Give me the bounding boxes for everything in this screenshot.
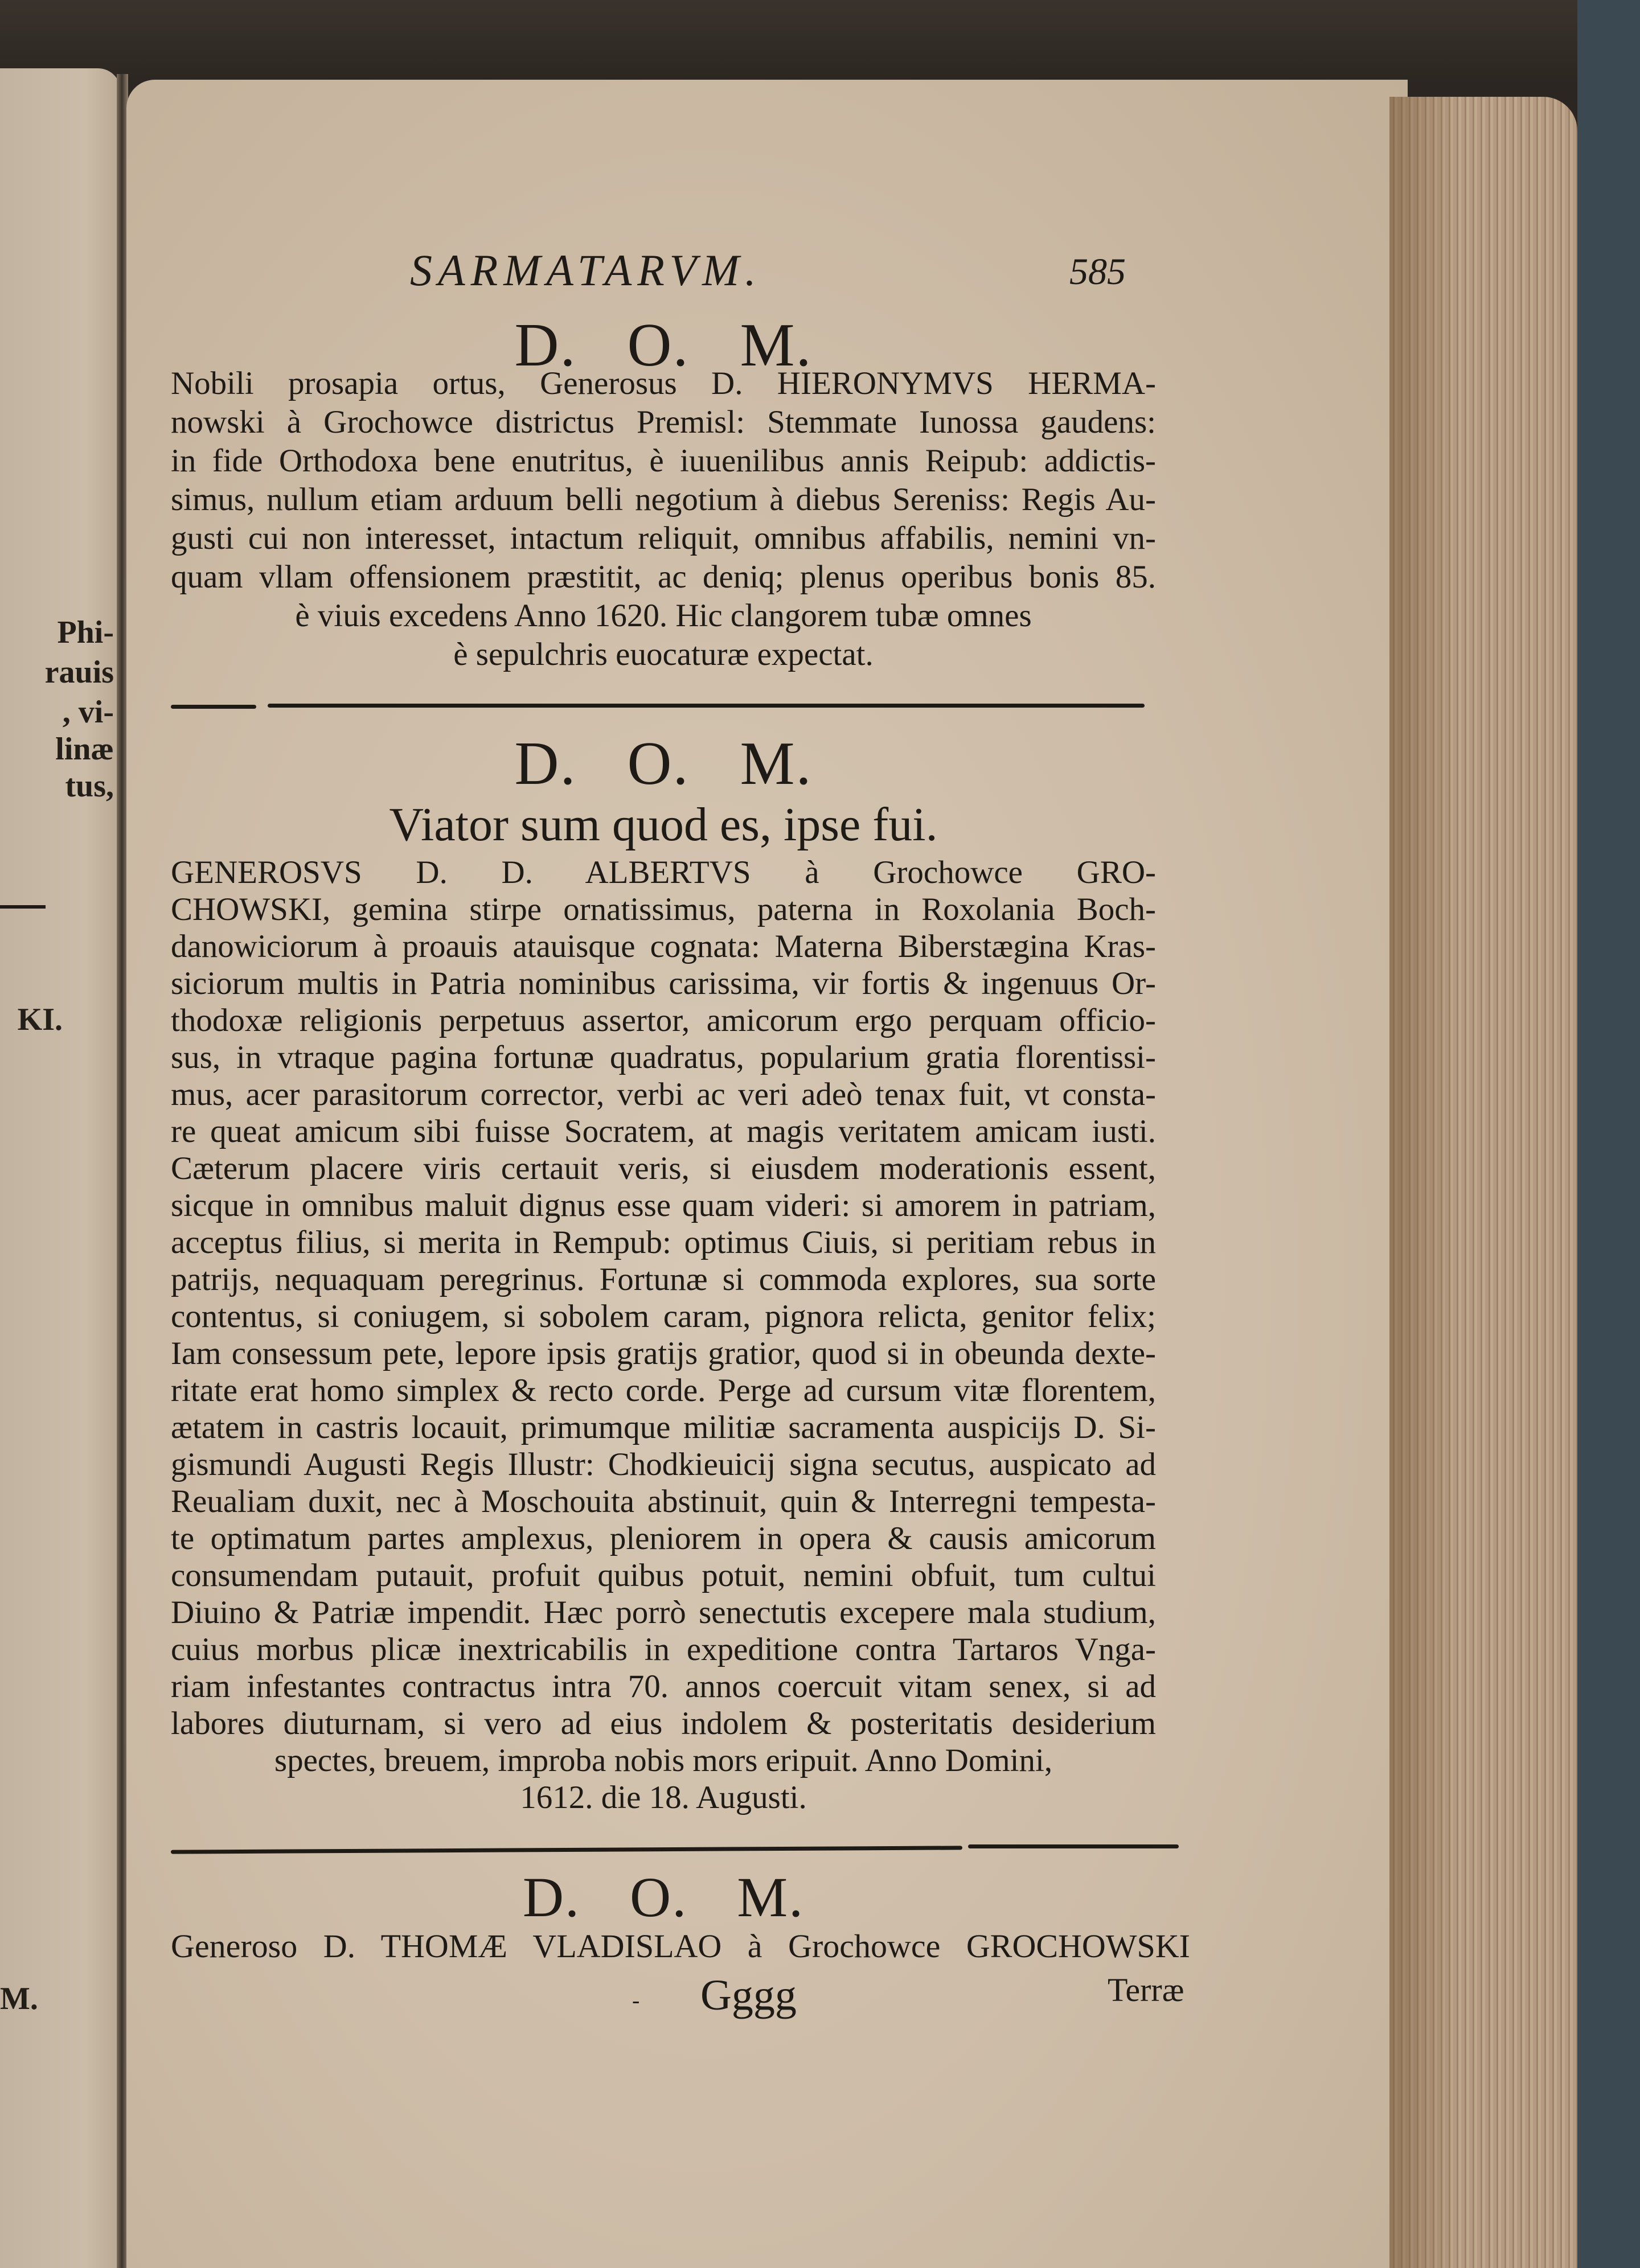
- text-line: quam vllam offensionem præstitit, ac deniq; plenus operibus bonis 85.: [171, 559, 1156, 595]
- section-3-heading: D. O. M.: [522, 1866, 805, 1929]
- text-line: acceptus filius, si merita in Rempub: optimus Ciuis, si peritiam rebus in: [171, 1225, 1156, 1260]
- section-2-heading: D. O. M.: [514, 730, 813, 798]
- text-line: Diuino & Patriæ impendit. Hæc porrò senectutis excepere mala studium,: [171, 1595, 1156, 1630]
- text-line: riam infestantes contractus intra 70. annos coercuit vitam senex, si ad: [171, 1669, 1156, 1704]
- closing-line: 1612. die 18. Augusti.: [520, 1780, 807, 1815]
- text-line: gusti cui non interesset, intactum reliquit, omnibus affabilis, nemini vn-: [171, 520, 1156, 556]
- left-page: [0, 68, 121, 2268]
- catchword: Terræ: [1108, 1971, 1184, 2008]
- text-line: te optimatum partes amplexus, pleniorem in opera & causis amicorum: [171, 1521, 1156, 1556]
- left-page-fragment: KI.: [17, 1002, 63, 1037]
- text-line: CHOWSKI, gemina stirpe ornatissimus, paterna in Roxolania Boch-: [171, 891, 1156, 927]
- text-line: GENEROSVS D. D. ALBERTVS à Grochowce GRO-: [171, 854, 1156, 890]
- left-page-fragment: linæ: [55, 732, 114, 767]
- epitaph-hieronymus: [171, 364, 1156, 674]
- text-line: ritate erat homo simplex & recto corde. Perge ad cursum vitæ florentem,: [171, 1373, 1156, 1408]
- left-page-fragment: Phi-: [57, 615, 114, 650]
- closing-line: è viuis excedens Anno 1620. Hic clangorem tubæ omnes: [295, 598, 1032, 634]
- epitaph-albertus: [171, 854, 1156, 1816]
- text-line: thodoxæ religionis perpetuus assertor, amicorum ergo perquam officio-: [171, 1002, 1156, 1038]
- page-edge-shadow: [1389, 97, 1458, 2268]
- page-number: 585: [1069, 251, 1126, 293]
- section-divider: [968, 1844, 1179, 1848]
- text-line: contentus, si coniugem, si sobolem caram, pignora relicta, genitor felix;: [171, 1299, 1156, 1334]
- text-line: Nobili prosapia ortus, Generosus D. HIERONYMVS HERMA-: [171, 365, 1156, 401]
- closing-line: spectes, breuem, improba nobis mors eripuit. Anno Domini,: [274, 1743, 1053, 1778]
- text-line: nowski à Grochowce districtus Premisl: Stemmate Iunossa gaudens:: [171, 404, 1156, 440]
- section-2-subtitle: Viator sum quod es, ipse fui.: [389, 798, 938, 851]
- text-line: Iam consessum pete, lepore ipsis gratijs gratior, quod si in obeunda dexte-: [171, 1336, 1156, 1371]
- left-page-rule: [0, 905, 46, 909]
- left-page-fragment: , vi-: [62, 695, 114, 730]
- left-page-fragment: rauis: [44, 655, 114, 690]
- background-top: [0, 0, 1640, 85]
- section-divider: [171, 705, 256, 709]
- text-line: cuius morbus plicæ inextricabilis in expeditione contra Tartaros Vnga-: [171, 1632, 1156, 1667]
- signature-mark: Gggg: [700, 1971, 797, 2019]
- text-line: sicque in omnibus maluit dignus esse quam videri: si amorem in patriam,: [171, 1188, 1156, 1223]
- section-divider: [268, 704, 1145, 708]
- text-line: mus, acer parasitorum corrector, verbi ac veri adeò tenax fuit, vt consta-: [171, 1077, 1156, 1112]
- text-line: in fide Orthodoxa bene enutritus, è iuuenilibus annis Reipub: addictis-: [171, 443, 1156, 479]
- text-line: danowiciorum à proauis atauisque cognata: Materna Biberstægina Kras-: [171, 928, 1156, 964]
- text-line: siciorum multis in Patria nominibus carissima, vir fortis & ingenuus Or-: [171, 965, 1156, 1001]
- text-line: re queat amicum sibi fuisse Socratem, at magis veritatem amicam iusti.: [171, 1114, 1156, 1149]
- left-page-fragment: M.: [0, 1981, 38, 2016]
- text-line: ætatem in castris locauit, primumque militiæ sacramenta auspicijs D. Si-: [171, 1410, 1156, 1445]
- left-page-fragment: tus,: [65, 769, 114, 804]
- text-line: gismundi Augusti Regis Illustr: Chodkieuicij signa secutus, auspicato ad: [171, 1447, 1156, 1482]
- running-head: SARMATARVM.: [410, 245, 762, 295]
- text-line: Reualiam duxit, nec à Moschouita abstinuit, quin & Interregni tempesta-: [171, 1484, 1156, 1519]
- printer-mark: -: [632, 1987, 640, 2013]
- text-line: consumendam putauit, profuit quibus potuit, nemini obfuit, tum cultui: [171, 1558, 1156, 1593]
- text-line: simus, nullum etiam arduum belli negotium à diebus Sereniss: Regis Au-: [171, 482, 1156, 517]
- section-1-heading: D. O. M.: [514, 311, 813, 379]
- text-line: labores diuturnam, si vero ad eius indolem & posteritatis desiderium: [171, 1706, 1156, 1741]
- section-3-dedication: Generoso D. THOMÆ VLADISLAO à Grochowce GROCHOWSKI: [171, 1928, 1190, 1965]
- text-line: Cæterum placere viris certauit veris, si eiusdem moderationis essent,: [171, 1151, 1156, 1186]
- background-right: [1577, 0, 1640, 2268]
- text-line: sus, in vtraque pagina fortunæ quadratus, popularium gratia florentissi-: [171, 1040, 1156, 1075]
- closing-line: è sepulchris euocaturæ expectat.: [453, 636, 874, 672]
- text-line: patrijs, nequaquam peregrinus. Fortunæ si commoda explores, sua sorte: [171, 1262, 1156, 1297]
